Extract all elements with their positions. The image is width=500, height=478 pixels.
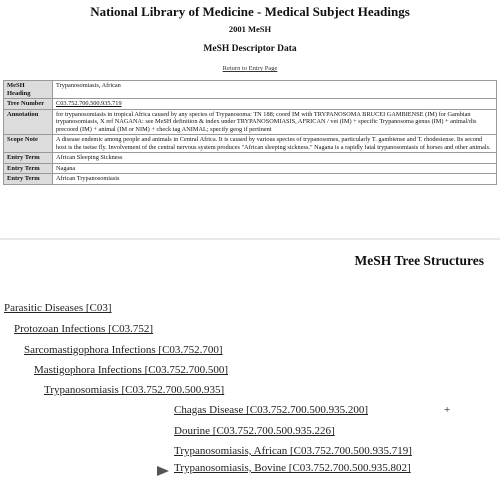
- table-row: [4, 109, 497, 134]
- table-row: [4, 135, 497, 153]
- expand-plus-icon[interactable]: +: [444, 404, 451, 416]
- tree-link-trypanosomiasis-bovine[interactable]: Trypanosomiasis, Bovine [C03.752.700.500.935.802]: [174, 462, 411, 474]
- row-label-tree-number: Tree Number: [4, 99, 53, 110]
- table-row: [4, 99, 497, 110]
- section-divider: [0, 238, 500, 240]
- row-label-scope-note: Scope Note: [4, 135, 53, 153]
- row-value-entry-term: African Sleeping Sickness: [53, 153, 497, 164]
- row-value-mesh-heading: Trypanosomiasis, African: [53, 81, 497, 99]
- return-to-entry-link[interactable]: Return to Entry Page: [222, 65, 278, 72]
- row-label-annotation: Annotation: [4, 109, 53, 134]
- row-value-annotation: for trypanosomiasis in tropical Africa caused by any species of Trypanosoma: TN 188; coord IM with TRYPANOSOMA BRUCEI GAMBIENSE (IM) for Gambian trypanosomiasis, X ref NAGANA: see MeSH definition & index under TRYPANOSOMIASIS, AFRICAN / vet (IM) + specific Trypanosoma genus (IM) + animal/dis precoord (IM) + animal (IM or NIM) + check tag ANIMAL; specify geog if pertinent: [53, 109, 497, 134]
- table-row: [4, 153, 497, 164]
- tree-structures-title: MeSH Tree Structures: [354, 253, 484, 268]
- row-label-mesh-heading: MeSH Heading: [4, 81, 53, 99]
- row-value-entry-term: Nagana: [53, 163, 497, 174]
- tree-link-chagas-disease[interactable]: Chagas Disease [C03.752.700.500.935.200]: [174, 404, 369, 416]
- descriptor-table: [3, 80, 497, 185]
- current-item-arrow-icon: [157, 466, 169, 476]
- table-row: [4, 163, 497, 174]
- tree-link-trypanosomiasis-african[interactable]: Trypanosomiasis, African [C03.752.700.500.935.719]: [174, 445, 412, 457]
- tree-number-link[interactable]: C03.752.700.500.935.719: [53, 99, 497, 110]
- edition-year: 2001 MeSH: [228, 24, 272, 34]
- row-value-scope-note: A disease endemic among people and animals in Central Africa. It is caused by various species of trypanosomes, particularly T. gambiense and T. rhodesiense. Its second host is the tsetse fly. Involvement of the central nervous system produces "African sleeping sickness." Nagana is a rapidly fatal trypanosomiasis of horses and other animals.: [53, 135, 497, 153]
- row-label-entry-term: Entry Term: [4, 174, 53, 185]
- descriptor-panel: [0, 0, 500, 238]
- table-row: [4, 81, 497, 99]
- tree-link-protozoan-infections[interactable]: Protozoan Infections [C03.752]: [14, 323, 153, 335]
- row-label-entry-term: Entry Term: [4, 153, 53, 164]
- tree-link-trypanosomiasis[interactable]: Trypanosomiasis [C03.752.700.500.935]: [44, 384, 225, 396]
- tree-link-mastigophora-infections[interactable]: Mastigophora Infections [C03.752.700.500]: [34, 364, 228, 376]
- tree-link-parasitic-diseases[interactable]: Parasitic Diseases [C03]: [4, 302, 112, 314]
- table-row: [4, 174, 497, 185]
- tree-link-sarcomastigophora-infections[interactable]: Sarcomastigophora Infections [C03.752.700]: [24, 344, 223, 356]
- row-value-entry-term: African Trypanosomiasis: [53, 174, 497, 185]
- tree-link-dourine[interactable]: Dourine [C03.752.700.500.935.226]: [174, 425, 335, 437]
- site-title: National Library of Medicine - Medical Subject Headings: [90, 4, 410, 19]
- row-label-entry-term: Entry Term: [4, 163, 53, 174]
- descriptor-title: MeSH Descriptor Data: [203, 44, 297, 54]
